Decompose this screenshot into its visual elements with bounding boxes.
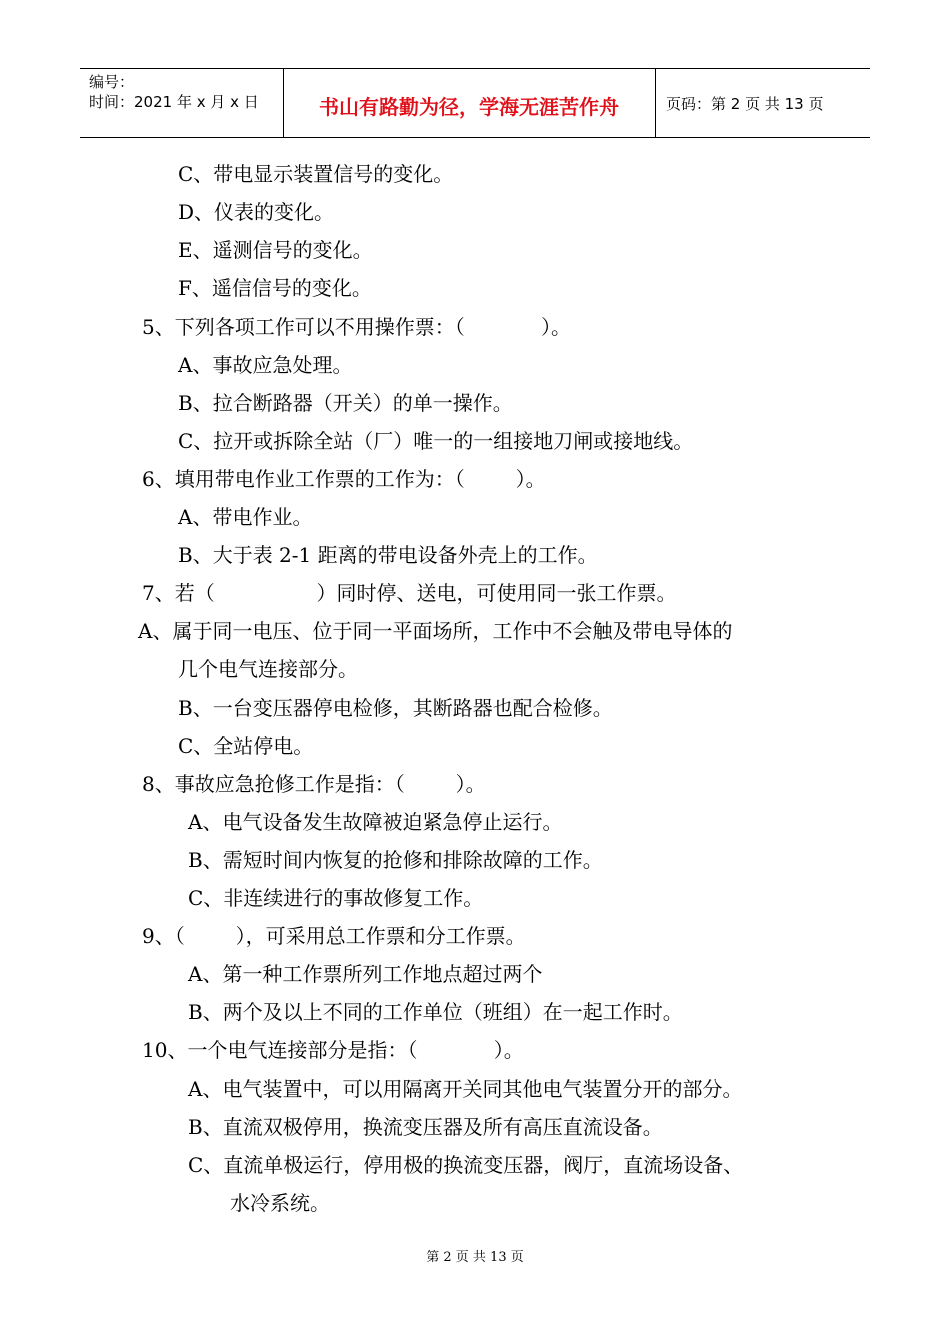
option-line: A、电气设备发生故障被迫紧急停止运行。 xyxy=(188,810,563,834)
option-line: A、事故应急处理。 xyxy=(178,353,353,377)
option-line: C、全站停电。 xyxy=(178,734,314,758)
option-line: C、拉开或拆除全站（厂）唯一的一组接地刀闸或接地线。 xyxy=(178,429,694,453)
option-line: C、带电显示装置信号的变化。 xyxy=(178,162,454,186)
option-line: B、需短时间内恢复的抢修和排除故障的工作。 xyxy=(188,848,603,872)
option-line-continued: 几个电气连接部分。 xyxy=(178,657,358,681)
page-header xyxy=(80,68,870,138)
header-motto: 书山有路勤为径，学海无涯苦作舟 xyxy=(319,95,619,119)
question-line: 6、填用带电作业工作票的工作为：（ ）。 xyxy=(142,467,546,491)
option-line: C、非连续进行的事故修复工作。 xyxy=(188,886,484,910)
header-motto-cell xyxy=(283,69,656,137)
option-line: F、遥信信号的变化。 xyxy=(178,276,372,300)
question-line: 7、若（ ）同时停、送电，可使用同一张工作票。 xyxy=(142,581,677,605)
question-line: 8、事故应急抢修工作是指：（ ）。 xyxy=(142,772,486,796)
option-line: A、第一种工作票所列工作地点超过两个 xyxy=(188,962,543,986)
option-line: C、直流单极运行，停用极的换流变压器，阀厅，直流场设备、 xyxy=(188,1153,744,1177)
option-line: B、拉合断路器（开关）的单一操作。 xyxy=(178,391,513,415)
option-line: D、仪表的变化。 xyxy=(178,200,335,224)
page-footer: 第 2 页 共 13 页 xyxy=(426,1250,524,1265)
option-line: A、电气装置中，可以用隔离开关同其他电气装置分开的部分。 xyxy=(188,1077,743,1101)
option-line: E、遥测信号的变化。 xyxy=(178,238,373,262)
option-line: B、两个及以上不同的工作单位（班组）在一起工作时。 xyxy=(188,1000,683,1024)
option-line: A、属于同一电压、位于同一平面场所，工作中不会触及带电导体的 xyxy=(138,619,733,643)
option-line: A、带电作业。 xyxy=(178,505,313,529)
option-line-continued: 水冷系统。 xyxy=(230,1191,330,1215)
option-line: B、大于表 2-1 距离的带电设备外壳上的工作。 xyxy=(178,543,598,567)
header-page-cell xyxy=(656,69,870,137)
question-line: 5、下列各项工作可以不用操作票：（ ）。 xyxy=(142,315,572,339)
question-line: 10、一个电气连接部分是指：（ ）。 xyxy=(142,1038,524,1062)
option-line: B、直流双极停用，换流变压器及所有高压直流设备。 xyxy=(188,1115,663,1139)
header-page-info: 页码：第 2 页 共 13 页 xyxy=(666,95,824,113)
option-line: B、一台变压器停电检修，其断路器也配合检修。 xyxy=(178,696,613,720)
question-line: 9、（ ），可采用总工作票和分工作票。 xyxy=(142,924,526,948)
header-meta-cell xyxy=(80,69,284,137)
document-time-label: 时间：2021 年 x 月 x 日 xyxy=(89,93,259,111)
document-number-label: 编号： xyxy=(89,73,135,91)
